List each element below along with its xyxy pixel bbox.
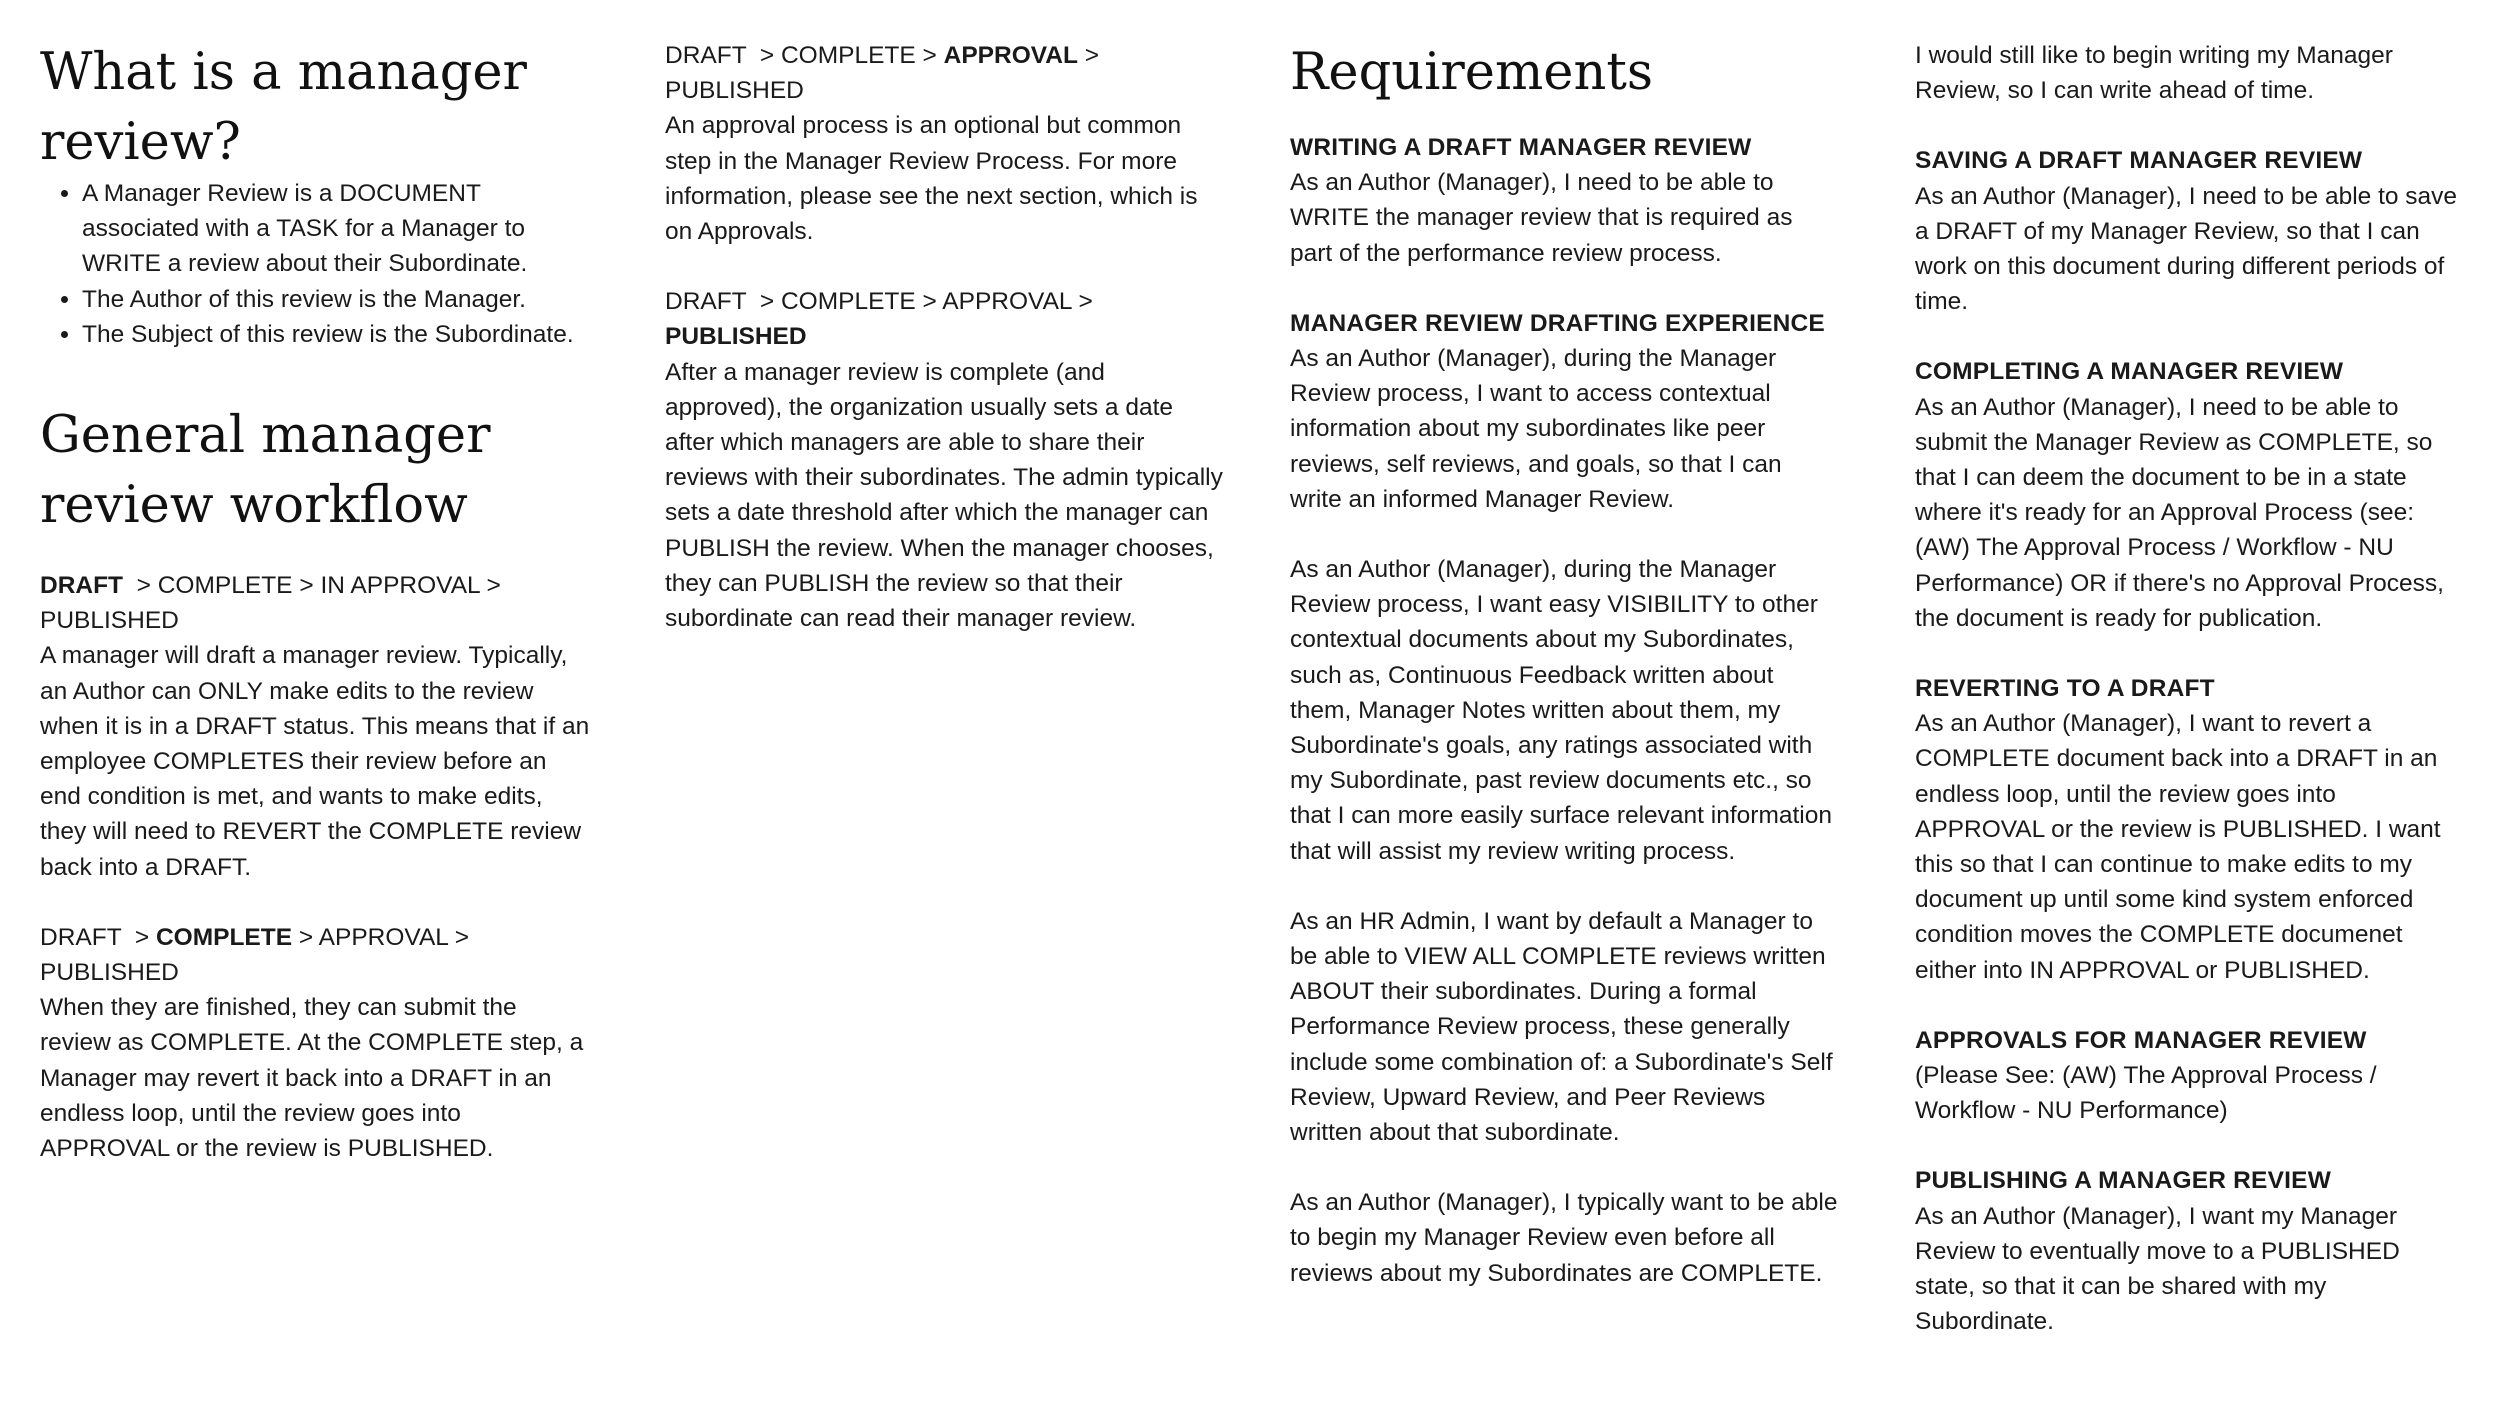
req-saving-body: As an Author (Manager), I need to be able to save a DRAFT of my Manager Review, so that I can work on this document during different periods of time. xyxy=(1915,182,2458,316)
stage-pre: DRAFT > COMPLETE > xyxy=(665,42,944,69)
req-completing-heading: COMPLETING A MANAGER REVIEW xyxy=(1915,358,2344,386)
stage-current: PUBLISHED xyxy=(665,323,807,351)
stage-current: APPROVAL xyxy=(943,42,1078,69)
stage-approval-body: An approval process is an optional but common step in the Manager Review Process. For more information, please see the next section, which is on Approvals. xyxy=(665,112,1198,246)
stage-draft xyxy=(40,568,590,885)
req-publishing xyxy=(1915,1163,2465,1339)
req-saving-heading: SAVING A DRAFT MANAGER REVIEW xyxy=(1915,147,2363,175)
stage-pre: DRAFT > xyxy=(40,923,156,951)
stage-published-body: After a manager review is complete (and approved), the organization usually sets a date after which managers are able to share their reviews with their subordinates. The admin typically sets a date threshold after which the manager can PUBLISH the review. When the manager chooses, they can PUBLISH the review so that their subordinate can read their manager review. xyxy=(665,358,1223,633)
list-item: • The Author of this review is the Manager. xyxy=(82,282,590,317)
req-drafting-p4: As an Author (Manager), I typically want to be able to begin my Manager Review even before all reviews about my Subordinates are COMPLETE. xyxy=(1290,1189,1838,1287)
column-requirements xyxy=(1290,38,1840,1291)
req-writing xyxy=(1290,130,1840,271)
req-completing-body: As an Author (Manager), I need to be able to submit the Manager Review as COMPLETE, so that I can deem the document to be in a state where it's ready for an Approval Process (see: (AW) The Approval Process / Workflow - NU Performance) OR if there's no Approval Process, the document is ready for publication. xyxy=(1915,393,2444,632)
stage-post: > PUBLISHED xyxy=(665,42,1100,105)
stage-pre: DRAFT > COMPLETE > APPROVAL > xyxy=(665,288,1100,316)
req-drafting-p1: As an Author (Manager), during the Manager Review process, I want to access contextual information about my subordinates like peer reviews, self reviews, and goals, so that I can write an informed Manager Review. xyxy=(1290,345,1782,513)
column-requirements-continued xyxy=(1915,38,2465,1340)
stage-path-approval xyxy=(665,38,1225,108)
req-publishing-body: As an Author (Manager), I want my Manager Review to eventually move to a PUBLISHED state, so that it can be shared with my Subordinate. xyxy=(1915,1202,2400,1336)
req-completing xyxy=(1915,354,2465,636)
req-publishing-heading: PUBLISHING A MANAGER REVIEW xyxy=(1915,1167,2332,1195)
list-item: • A Manager Review is a DOCUMENT associated with a TASK for a Manager to WRITE a review about their Subordinate. xyxy=(82,176,590,282)
stage-post: > APPROVAL > PUBLISHED xyxy=(40,923,470,987)
stage-current: DRAFT xyxy=(40,572,124,600)
req-reverting-heading: REVERTING TO A DRAFT xyxy=(1915,675,2215,703)
req-intro: I would still like to begin writing my Manager Review, so I can write ahead of time. xyxy=(1915,42,2393,105)
req-reverting xyxy=(1915,671,2465,988)
req-drafting-heading: MANAGER REVIEW DRAFTING EXPERIENCE xyxy=(1290,309,1825,337)
req-writing-heading: WRITING A DRAFT MANAGER REVIEW xyxy=(1290,134,1752,161)
stage-complete-body: When they are finished, they can submit the review as COMPLETE. At the COMPLETE step, a Manager may revert it back into a DRAFT in an endless loop, until the review goes into APPROVAL or the review is PUBLISHED. xyxy=(40,994,584,1163)
definition-list xyxy=(40,176,590,352)
stage-approval xyxy=(665,38,1225,249)
stage-draft-body: A manager will draft a manager review. Typically, an Author can ONLY make edits to the review when it is in a DRAFT status. This means that if an employee COMPLETES their review before an end condition is met, and wants to make edits, they will need to REVERT the COMPLETE review back into a DRAFT. xyxy=(40,642,590,881)
req-writing-body: As an Author (Manager), I need to be able to WRITE the manager review that is required as part of the performance review process. xyxy=(1290,169,1793,267)
req-approvals-body: (Please See: (AW) The Approval Process / Workflow - NU Performance) xyxy=(1915,1062,2377,1125)
req-reverting-body: As an Author (Manager), I want to revert a COMPLETE document back into a DRAFT in an endless loop, until the review goes into APPROVAL or the review is PUBLISHED. I want this so that I can continue to make edits to my document up until some kind system enforced condition moves the COMPLETE documenet either into IN APPROVAL or PUBLISHED. xyxy=(1915,710,2441,984)
column-workflow-continued xyxy=(665,38,1223,636)
stage-current: COMPLETE xyxy=(155,923,293,951)
req-drafting-p3: As an HR Admin, I want by default a Manager to be able to VIEW ALL COMPLETE reviews written ABOUT their subordinates. During a formal Performance Review process, these generally include some combination of: a Subordinate's Self Review, Upward Review, and Peer Reviews written about that subordinate. xyxy=(1290,907,1833,1147)
heading-what-is-manager-review: What is a manager review? xyxy=(40,43,527,172)
stage-path-draft xyxy=(40,568,590,638)
stage-complete xyxy=(40,920,590,1166)
column-what-is-review xyxy=(40,38,590,1166)
req-approvals-heading: APPROVALS FOR MANAGER REVIEW xyxy=(1915,1026,2367,1054)
stage-published xyxy=(665,284,1225,636)
heading-general-workflow: General manager review workflow xyxy=(40,406,491,536)
stage-path-complete xyxy=(40,920,590,990)
req-drafting xyxy=(1290,306,1840,1291)
req-saving xyxy=(1915,143,2465,319)
req-drafting-p2: As an Author (Manager), during the Manager Review process, I want easy VISIBILITY to other contextual documents about my Subordinates, such as, Continuous Feedback written about them, Manager Notes written about them, my Subordinate's goals, any ratings associated with my Subordinate, past review documents etc., so that I can more easily surface relevant information that will assist my review writing process. xyxy=(1290,556,1832,865)
stage-path-published xyxy=(665,284,1225,354)
list-item: • The Subject of this review is the Subordinate. xyxy=(82,317,590,352)
req-approvals xyxy=(1915,1023,2465,1129)
stage-rest: > COMPLETE > IN APPROVAL > PUBLISHED xyxy=(40,572,508,635)
heading-requirements: Requirements xyxy=(1290,43,1654,102)
